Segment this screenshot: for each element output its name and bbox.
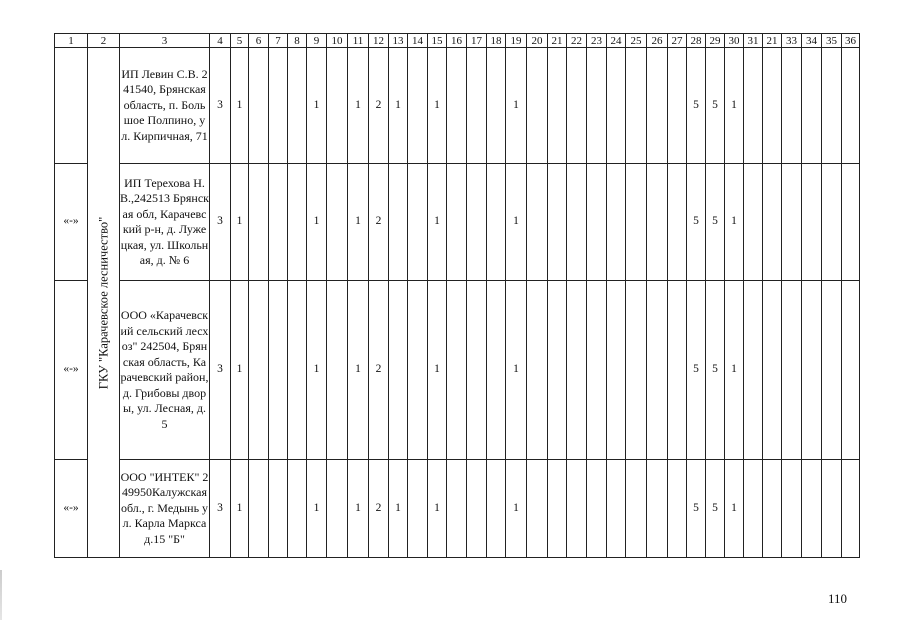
value-cell: 1 — [231, 460, 249, 558]
organization-cell — [88, 48, 120, 558]
value-cell — [487, 281, 506, 460]
value-cell — [467, 164, 487, 281]
column-header: 3 — [120, 34, 210, 48]
column-header: 31 — [744, 34, 763, 48]
value-cell: 1 — [231, 164, 249, 281]
value-cell: 1 — [348, 164, 369, 281]
value-cell: 1 — [725, 460, 744, 558]
value-cell — [447, 281, 467, 460]
column-header: 29 — [706, 34, 725, 48]
value-cell — [668, 48, 687, 164]
column-header: 5 — [231, 34, 249, 48]
value-cell: 1 — [506, 48, 527, 164]
value-cell — [327, 48, 348, 164]
column-header: 7 — [269, 34, 288, 48]
value-cell — [269, 164, 288, 281]
page-number: 110 — [828, 591, 848, 606]
value-cell — [626, 48, 647, 164]
value-cell — [744, 281, 763, 460]
value-cell — [269, 460, 288, 558]
value-cell — [389, 281, 408, 460]
column-header: 28 — [687, 34, 706, 48]
value-cell — [802, 281, 822, 460]
value-cell — [782, 460, 802, 558]
value-cell — [647, 164, 668, 281]
table-row — [55, 460, 860, 558]
value-cell — [467, 460, 487, 558]
value-cell: 3 — [210, 281, 231, 460]
value-cell: 1 — [428, 460, 447, 558]
value-cell — [587, 460, 607, 558]
value-cell — [744, 164, 763, 281]
value-cell: 5 — [706, 281, 725, 460]
value-cell — [327, 164, 348, 281]
value-cell — [408, 164, 428, 281]
value-cell — [447, 460, 467, 558]
value-cell: 1 — [348, 460, 369, 558]
enterprise-address: ИП Терехова Н. В.,242513 Брянская обл, Карачевский р-н, д. Лужецкая, ул. Школьная, д. № 6 — [120, 164, 210, 281]
value-cell — [567, 460, 587, 558]
value-cell — [249, 48, 269, 164]
value-cell — [487, 460, 506, 558]
table-row — [55, 48, 860, 164]
value-cell: 1 — [307, 281, 327, 460]
row-marker: «-» — [55, 460, 88, 558]
value-cell — [802, 460, 822, 558]
value-cell — [288, 281, 307, 460]
value-cell — [802, 48, 822, 164]
value-cell: 1 — [348, 281, 369, 460]
row-marker: «-» — [55, 281, 88, 460]
value-cell — [782, 281, 802, 460]
value-cell: 5 — [706, 460, 725, 558]
value-cell — [389, 164, 408, 281]
value-cell — [447, 164, 467, 281]
value-cell: 1 — [428, 48, 447, 164]
registry-table — [54, 33, 860, 558]
value-cell — [607, 48, 626, 164]
value-cell — [842, 164, 860, 281]
value-cell — [668, 281, 687, 460]
value-cell — [527, 48, 548, 164]
value-cell: 1 — [506, 164, 527, 281]
value-cell — [647, 460, 668, 558]
value-cell — [249, 281, 269, 460]
value-cell — [548, 164, 567, 281]
column-header: 27 — [668, 34, 687, 48]
value-cell: 1 — [506, 460, 527, 558]
value-cell — [647, 281, 668, 460]
value-cell — [527, 164, 548, 281]
value-cell: 1 — [389, 48, 408, 164]
column-header: 6 — [249, 34, 269, 48]
value-cell — [802, 164, 822, 281]
column-header: 25 — [626, 34, 647, 48]
value-cell — [763, 281, 782, 460]
value-cell: 1 — [428, 281, 447, 460]
column-header: 19 — [506, 34, 527, 48]
value-cell — [467, 281, 487, 460]
column-header: 20 — [527, 34, 548, 48]
value-cell — [269, 48, 288, 164]
value-cell: 1 — [389, 460, 408, 558]
column-header: 10 — [327, 34, 348, 48]
value-cell: 3 — [210, 164, 231, 281]
value-cell — [548, 460, 567, 558]
value-cell: 1 — [307, 460, 327, 558]
enterprise-address: ИП Левин С.В. 241540, Брянская область, п. Большое Полпино, ул. Кирпичная, 71 — [120, 48, 210, 164]
column-header: 2 — [88, 34, 120, 48]
value-cell: 1 — [231, 48, 249, 164]
column-header: 30 — [725, 34, 744, 48]
value-cell — [763, 460, 782, 558]
table-row — [55, 164, 860, 281]
table-row — [55, 281, 860, 460]
value-cell — [668, 164, 687, 281]
value-cell — [249, 460, 269, 558]
value-cell — [467, 48, 487, 164]
organization-name: ГКУ "Карачевское лесничество" — [95, 216, 110, 389]
value-cell — [487, 48, 506, 164]
scan-edge-mark — [0, 570, 2, 620]
value-cell: 1 — [231, 281, 249, 460]
column-header: 17 — [467, 34, 487, 48]
value-cell: 5 — [706, 48, 725, 164]
column-header: 18 — [487, 34, 506, 48]
column-header: 11 — [348, 34, 369, 48]
value-cell: 1 — [428, 164, 447, 281]
value-cell — [567, 48, 587, 164]
value-cell — [626, 281, 647, 460]
value-cell: 3 — [210, 460, 231, 558]
value-cell — [822, 48, 842, 164]
value-cell: 1 — [725, 164, 744, 281]
value-cell: 5 — [687, 460, 706, 558]
column-header: 21 — [763, 34, 782, 48]
value-cell — [782, 48, 802, 164]
column-header: 21 — [548, 34, 567, 48]
value-cell — [668, 460, 687, 558]
value-cell: 5 — [687, 164, 706, 281]
row-marker — [55, 48, 88, 164]
value-cell — [626, 460, 647, 558]
value-cell — [249, 164, 269, 281]
column-header: 33 — [782, 34, 802, 48]
value-cell: 1 — [725, 48, 744, 164]
column-header: 15 — [428, 34, 447, 48]
header-row — [55, 34, 860, 48]
column-header: 23 — [587, 34, 607, 48]
value-cell — [782, 164, 802, 281]
value-cell: 3 — [210, 48, 231, 164]
value-cell — [587, 281, 607, 460]
column-header: 12 — [369, 34, 389, 48]
value-cell — [288, 460, 307, 558]
value-cell — [567, 281, 587, 460]
value-cell: 2 — [369, 48, 389, 164]
column-header: 16 — [447, 34, 467, 48]
column-header: 24 — [607, 34, 626, 48]
value-cell — [744, 460, 763, 558]
value-cell: 5 — [687, 48, 706, 164]
value-cell — [842, 48, 860, 164]
value-cell — [288, 164, 307, 281]
column-header: 22 — [567, 34, 587, 48]
enterprise-address: ООО «Карачевский сельский лесхоз" 242504, Брянская область, Карачевский район, д. Грибовы дворы, ул. Лесная, д. 5 — [120, 281, 210, 460]
value-cell — [447, 48, 467, 164]
value-cell — [763, 164, 782, 281]
value-cell — [842, 281, 860, 460]
value-cell: 1 — [348, 48, 369, 164]
value-cell — [744, 48, 763, 164]
value-cell — [527, 281, 548, 460]
column-header: 14 — [408, 34, 428, 48]
column-header: 36 — [842, 34, 860, 48]
column-header: 1 — [55, 34, 88, 48]
value-cell — [822, 164, 842, 281]
value-cell — [587, 164, 607, 281]
value-cell — [288, 48, 307, 164]
value-cell: 1 — [307, 164, 327, 281]
value-cell: 1 — [725, 281, 744, 460]
value-cell — [269, 281, 288, 460]
column-header: 13 — [389, 34, 408, 48]
column-header: 34 — [802, 34, 822, 48]
value-cell — [822, 281, 842, 460]
enterprise-address: ООО "ИНТЕК" 249950Калужская обл., г. Медынь ул. Карла Маркса д.15 "Б" — [120, 460, 210, 558]
value-cell — [626, 164, 647, 281]
value-cell — [607, 281, 626, 460]
value-cell — [587, 48, 607, 164]
value-cell — [327, 460, 348, 558]
value-cell — [822, 460, 842, 558]
value-cell: 1 — [506, 281, 527, 460]
value-cell — [607, 460, 626, 558]
value-cell — [487, 164, 506, 281]
value-cell — [408, 281, 428, 460]
value-cell — [842, 460, 860, 558]
value-cell — [647, 48, 668, 164]
value-cell — [408, 460, 428, 558]
value-cell: 5 — [706, 164, 725, 281]
column-header: 4 — [210, 34, 231, 48]
value-cell — [567, 164, 587, 281]
value-cell: 2 — [369, 164, 389, 281]
column-header: 26 — [647, 34, 668, 48]
column-header: 9 — [307, 34, 327, 48]
value-cell — [548, 48, 567, 164]
value-cell — [327, 281, 348, 460]
row-marker: «-» — [55, 164, 88, 281]
value-cell — [527, 460, 548, 558]
value-cell: 2 — [369, 281, 389, 460]
column-header: 35 — [822, 34, 842, 48]
value-cell — [548, 281, 567, 460]
value-cell: 1 — [307, 48, 327, 164]
value-cell: 2 — [369, 460, 389, 558]
value-cell: 5 — [687, 281, 706, 460]
value-cell — [763, 48, 782, 164]
value-cell — [408, 48, 428, 164]
value-cell — [607, 164, 626, 281]
column-header: 8 — [288, 34, 307, 48]
